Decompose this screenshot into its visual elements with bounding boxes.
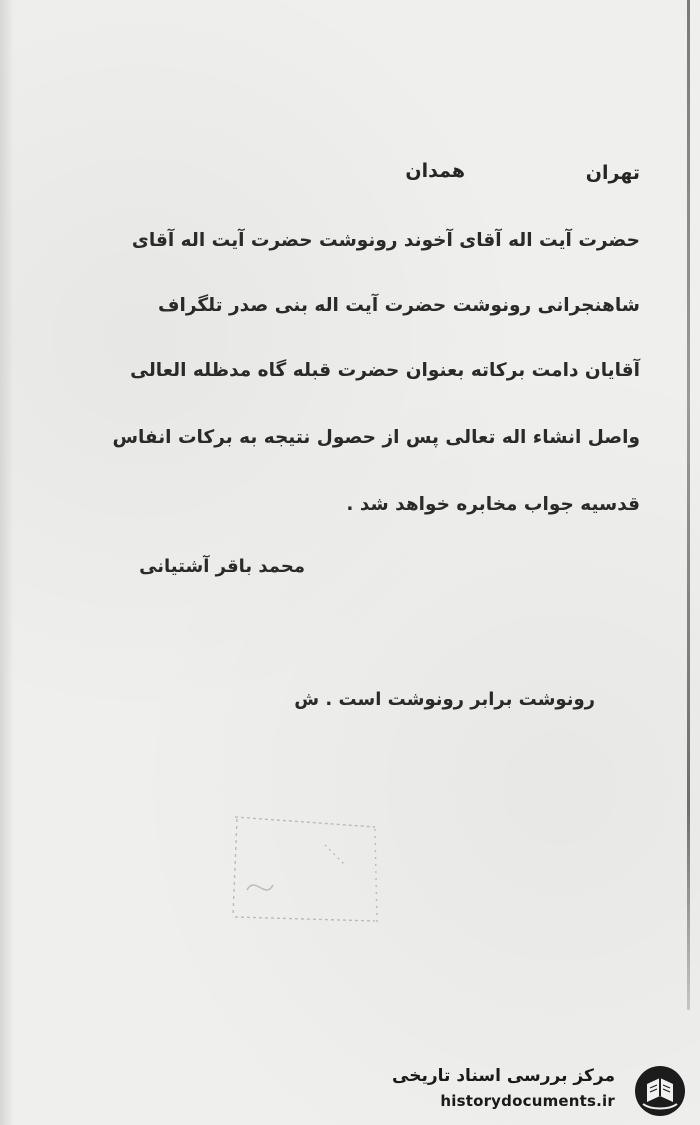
telegram-text-line-4: واصل انشاء اله تعالی پس از حصول نتیجه به برکات انفاس [112,427,640,448]
header-city-tehran: تهران [585,162,640,184]
archive-title: مرکز بررسی اسناد تاریخی [392,1066,615,1086]
telegram-text-line-1: حضرت آیت اله آقای آخوند رونوشت حضرت آیت اله آقای [131,230,640,251]
book-emblem-icon [633,1064,687,1118]
signature-name: محمد باقر آشتیانی [139,556,305,577]
archive-watermark [392,1062,693,1120]
paper-left-shadow [0,0,14,1125]
faint-stamp-mark [225,805,385,930]
paper-right-edge [687,0,690,1010]
telegram-text-line-2: شاهنجرانی رونوشت حضرت آیت اله بنی صدر تلگراف [158,295,640,316]
certification-note: رونوشت برابر رونوشت است . ش [294,689,595,710]
header-city-hamedan: همدان [405,160,465,182]
telegram-text-line-3: آقایان دامت برکاته بعنوان حضرت قبله گاه مدظله العالی [130,360,640,381]
archive-url: historydocuments.ir [440,1092,615,1110]
telegram-text-line-5: قدسیه جواب مخابره خواهد شد . [346,494,640,515]
